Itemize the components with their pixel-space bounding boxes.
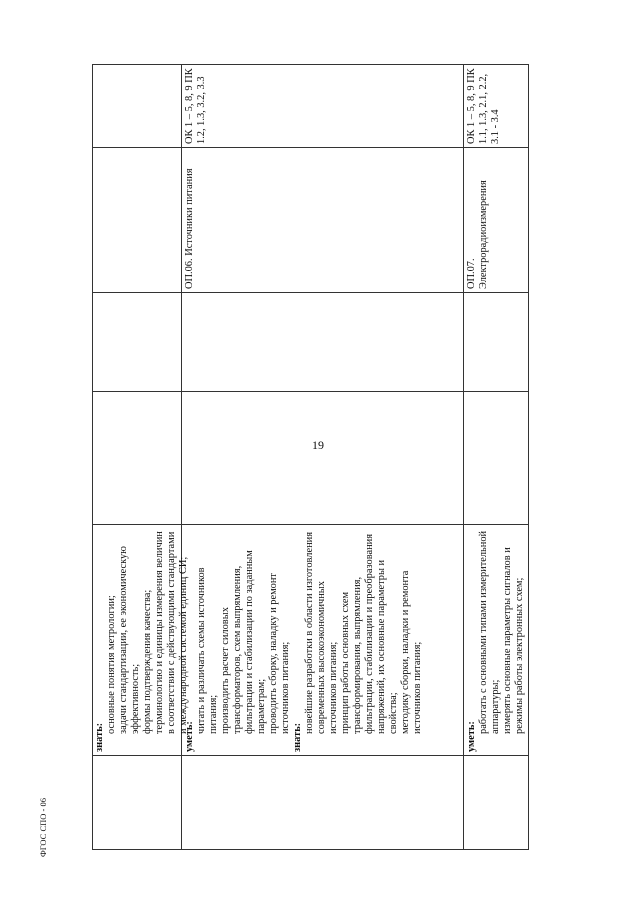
- skills-label: уметь:: [466, 721, 477, 752]
- row1-competencies-cell: [92, 64, 182, 147]
- row1-requirements-cell: [92, 524, 189, 755]
- skills-item: работать с основными типами измерительной аппаратуры;: [478, 530, 501, 734]
- row2-hours-class-cell: [182, 292, 464, 391]
- knowledge-label: знать:: [94, 722, 105, 752]
- row3-competencies-cell: ОК 1 – 5, 8, 9 ПК 1.1, 1.3, 2.1, 2.2, 3.1 - 3.4: [464, 64, 529, 147]
- knowledge-item: формы подтверждения качества;: [142, 589, 153, 734]
- row3-requirements-cell: [464, 524, 529, 755]
- row2-requirements-cell: [182, 524, 464, 755]
- rotated-table: [92, 64, 529, 850]
- row1-index-cell: [92, 755, 182, 850]
- skills-item: проводить сборку, наладку и ремонт источников питания;: [268, 573, 291, 734]
- page-number: 19: [312, 438, 324, 452]
- knowledge-item: задачи стандартизации, ее экономическую эффективность;: [118, 546, 141, 734]
- knowledge-label: знать:: [292, 722, 303, 752]
- row1-discipline-cell: [92, 147, 182, 292]
- row3-hours-class-cell: [464, 292, 529, 391]
- row1-hours-max-cell: [92, 391, 182, 524]
- knowledge-item: терминологию и единицы измерения величин в соответствии с действующими стандартами и международной системой единиц СИ;: [154, 531, 189, 734]
- row1-hours-class-cell: [92, 292, 182, 391]
- skills-item: измерять основные параметры сигналов и режимы работы электронных схем;: [502, 547, 525, 734]
- skills-item: читать и различать схемы источников питания;: [196, 567, 219, 734]
- row3-index-cell: [464, 755, 529, 850]
- row3-discipline-cell: ОП.07. Электрорадиоизмерения: [464, 147, 529, 292]
- row2-index-cell: [182, 755, 464, 850]
- knowledge-item: принцип работы основных схем трансформирования, выпрямления, фильтрации, стабилизации и преобразования напряжений, их основные параметры и свойства;: [340, 534, 399, 734]
- knowledge-item: основные понятия метрологии;: [106, 595, 117, 734]
- row2-competencies-cell: ОК 1 – 5, 8, 9 ПК 1.2, 1.3, 3.2, 3.3: [182, 64, 464, 147]
- skills-item: производить расчет силовых трансформаторов, схем выпрямления, фильтрации и стабилизации по заданным параметрам;: [220, 550, 267, 734]
- knowledge-item: методику сборки, наладки и ремонта источников питания;: [400, 570, 423, 734]
- footer-code: ФГОС СПО - 06: [38, 798, 48, 857]
- row3-hours-max-cell: [464, 391, 529, 524]
- row2-hours-max-cell: [182, 391, 464, 524]
- row2-discipline-cell: ОП.06. Источники питания: [182, 147, 464, 292]
- skills-label: уметь:: [184, 721, 195, 752]
- knowledge-item: новейшие разработки в области изготовления современных высокоэкономичных источников питания;: [304, 532, 339, 734]
